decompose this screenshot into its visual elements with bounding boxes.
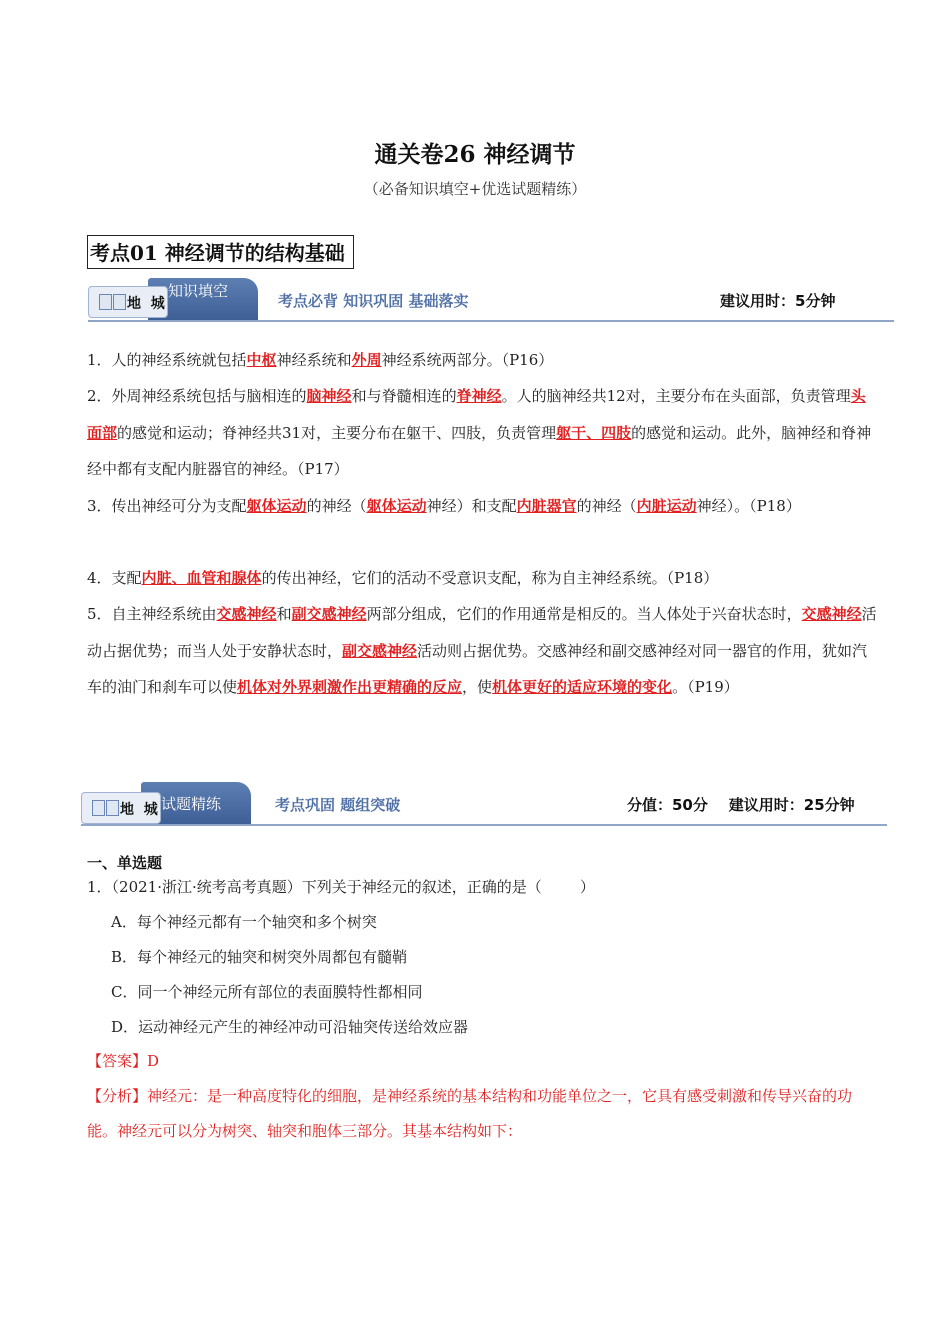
answer-blank: 副交感神经: [291, 605, 367, 623]
answer-blank: 交感神经: [216, 605, 277, 623]
document-icon: [92, 800, 105, 816]
answer-line: 【答案】D: [87, 1052, 160, 1070]
fill-item-4: 4．支配内脏、血管和腺体的传出神经，它们的活动不受意识支配，称为自主神经系统。（P18）: [87, 569, 719, 587]
answer-blank: 脑神经: [306, 387, 352, 405]
answer-blank: 躯体运动: [246, 497, 307, 515]
score-and-time: 分值：50分 建议用时：25分钟: [627, 796, 855, 814]
document-icon: [113, 294, 126, 310]
banner-tab-label: 知识填空: [168, 282, 229, 300]
answer-blank: 躯干、四肢: [556, 423, 632, 442]
banner-slogan: 考点必背 知识巩固 基础落实: [278, 292, 469, 310]
knowledge-banner: [88, 278, 894, 324]
answer-blank: 外周: [351, 351, 382, 369]
document-icon: [106, 800, 119, 816]
answer-blank: 躯体运动: [366, 497, 427, 515]
banner-badge-label: 地 城: [120, 802, 158, 818]
banner-badge: [88, 286, 168, 318]
answer-blank: 内脏运动: [636, 497, 697, 515]
page-title: 通关卷26 神经调节: [374, 141, 576, 168]
answer-blank: 机体对外界刺激作出更精确的反应: [237, 678, 463, 696]
answer-blank: 交感神经: [801, 605, 862, 623]
section-heading: 考点01 神经调节的结构基础: [87, 235, 354, 269]
option-c: C．同一个神经元所有部位的表面膜特性都相同: [111, 983, 423, 1001]
banner-slogan: 考点巩固 题组突破: [275, 796, 401, 814]
answer-blank: 内脏、血管和腺体: [141, 569, 262, 587]
fill-item-5: 5．自主神经系统由交感神经和副交感神经两部分组成，它们的作用通常是相反的。当人体处于兴奋状态时，交感神经活动占据优势；而当人处于安静状态时，副交感神经活动则占据优势。交感神经和副交感神经对同一器官的作用，犹如汽车的油门和刹车可以使机体对外界刺激作出更精确的反应，使机体更好的适应环境的变化。（P19）: [87, 605, 877, 696]
page-subtitle: （必备知识填空+优选试题精练）: [363, 180, 587, 198]
fill-item-1: 1．人的神经系统就包括中枢神经系统和外周神经系统两部分。（P16）: [87, 351, 554, 369]
answer-blank: 内脏器官: [516, 497, 577, 515]
document-icon: [99, 294, 112, 310]
question-stem: 1．（2021·浙江·统考高考真题）下列关于神经元的叙述，正确的是（ ）: [87, 878, 595, 896]
analysis-text: 【分析】神经元：是一种高度特化的细胞，是神经系统的基本结构和功能单位之一，它具有感受刺激和传导兴奋的功能。神经元可以分为树突、轴突和胞体三部分。其基本结构如下：: [87, 1087, 853, 1140]
question-type-heading: 一、单选题: [87, 854, 163, 872]
option-a: A．每个神经元都有一个轴突和多个树突: [111, 913, 377, 931]
fill-item-3: 3．传出神经可分为支配躯体运动的神经（躯体运动神经）和支配内脏器官的神经（内脏运动神经）。（P18）: [87, 497, 801, 515]
answer-blank: 头面部: [87, 387, 866, 442]
fill-item-2: 2．外周神经系统包括与脑相连的脑神经和与脊髓相连的脊神经。人的脑神经共12对，主要分布在头面部，负责管理头面部的感觉和运动；脊神经共31对，主要分布在躯干、四肢，负责管理躯干、四肢的感觉和运动。此外，脑神经和脊神经中都有支配内脏器官的神经。（P17）: [87, 387, 872, 478]
banner-divider: [81, 824, 887, 826]
banner-tab-label: 试题精练: [161, 795, 222, 813]
answer-blank: 脊神经: [456, 387, 502, 405]
answer-blank: 中枢: [246, 351, 277, 369]
answer-blank: 机体更好的适应环境的变化: [492, 678, 673, 696]
suggested-time: 建议用时：5分钟: [720, 292, 836, 310]
banner-badge-label: 地 城: [127, 296, 165, 312]
answer-blank: 副交感神经: [342, 641, 418, 660]
exercise-banner: [81, 782, 887, 828]
option-b: B．每个神经元的轴突和树突外周都包有髓鞘: [111, 948, 408, 966]
option-d: D．运动神经元产生的神经冲动可沿轴突传送给效应器: [111, 1018, 469, 1036]
banner-divider: [88, 320, 894, 322]
banner-badge: [81, 792, 161, 824]
